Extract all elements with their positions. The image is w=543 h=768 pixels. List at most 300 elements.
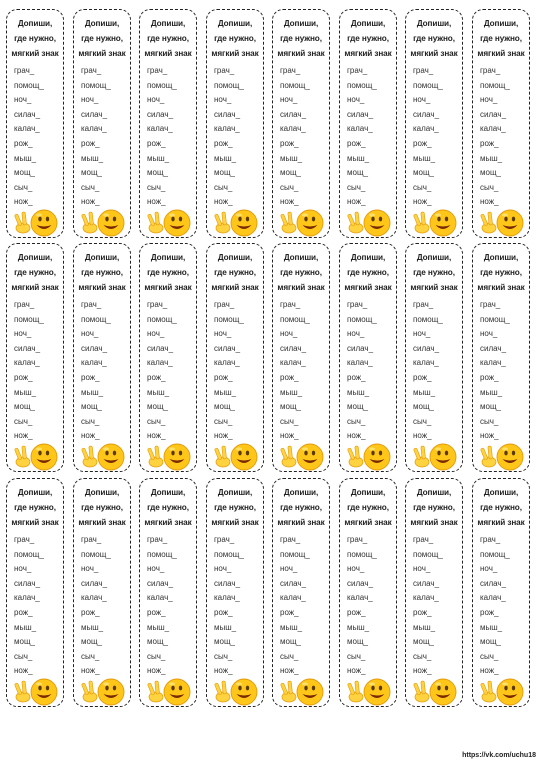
word-item: сыч_: [147, 416, 166, 426]
card-title: [74, 485, 130, 530]
card-title-line: Допиши,: [350, 253, 386, 262]
word-item: сыч_: [214, 416, 233, 426]
word-item: грач_: [347, 535, 368, 544]
word-item: ноч_: [413, 95, 431, 105]
card-title: [273, 485, 329, 530]
bookmark-card: [472, 243, 530, 472]
word-item: помощ_: [280, 80, 310, 90]
card-title: [406, 16, 462, 61]
card-title: [7, 250, 63, 295]
word-item: калач_: [280, 593, 306, 603]
word-item: нож_: [214, 431, 233, 441]
card-title-line: Допиши,: [217, 253, 253, 262]
card-title: [473, 485, 529, 530]
word-list: [81, 298, 111, 444]
word-item: нож_: [347, 666, 366, 676]
word-item: рож_: [214, 372, 233, 382]
word-item: нож_: [480, 197, 499, 207]
card-title-line: мягкий знак: [477, 49, 525, 58]
word-item: ноч_: [347, 329, 365, 339]
word-list: [147, 533, 177, 679]
card-title-line: Допиши,: [283, 488, 319, 497]
smiley-peace-sign-icon: [81, 207, 127, 237]
word-item: калач_: [347, 124, 373, 134]
word-item: рож_: [147, 138, 166, 148]
card-title: [7, 485, 63, 530]
word-item: силач_: [214, 578, 241, 588]
word-item: мыш_: [280, 387, 303, 397]
word-item: калач_: [214, 124, 240, 134]
word-item: ноч_: [280, 95, 298, 105]
card-title: [340, 250, 396, 295]
word-item: калач_: [280, 124, 306, 134]
word-item: мыш_: [280, 622, 303, 632]
word-item: силач_: [280, 578, 307, 588]
word-item: помощ_: [14, 80, 44, 90]
word-list: [147, 64, 177, 210]
word-item: ноч_: [81, 95, 99, 105]
card-title-line: мягкий знак: [11, 49, 59, 58]
card-title-line: где нужно,: [413, 34, 455, 43]
word-list: [347, 64, 377, 210]
word-item: нож_: [480, 431, 499, 441]
smiley-peace-sign-icon: [347, 676, 393, 706]
word-item: калач_: [14, 358, 40, 368]
smiley-peace-sign-icon: [214, 441, 260, 471]
word-item: ноч_: [147, 329, 165, 339]
word-item: ноч_: [413, 564, 431, 574]
bookmark-card: [139, 243, 197, 472]
card-title-line: где нужно,: [214, 503, 256, 512]
card-title: [340, 16, 396, 61]
word-item: ноч_: [413, 329, 431, 339]
word-item: мыш_: [413, 387, 436, 397]
card-title-line: Допиши,: [84, 253, 120, 262]
word-item: нож_: [413, 666, 432, 676]
card-title-line: мягкий знак: [344, 518, 392, 527]
word-item: силач_: [14, 109, 41, 119]
word-item: калач_: [480, 124, 506, 134]
word-item: калач_: [413, 124, 439, 134]
word-item: ноч_: [480, 95, 498, 105]
word-item: грач_: [147, 66, 168, 75]
card-title-line: Допиши,: [416, 253, 452, 262]
word-item: мыш_: [347, 622, 370, 632]
word-item: силач_: [214, 109, 241, 119]
card-title: [140, 485, 196, 530]
smiley-peace-sign-icon: [280, 676, 326, 706]
word-list: [214, 64, 244, 210]
word-item: мощ_: [81, 168, 102, 178]
smiley-peace-sign-icon: [214, 207, 260, 237]
word-item: мыш_: [147, 387, 170, 397]
bookmark-card: [472, 478, 530, 707]
word-list: [81, 533, 111, 679]
word-item: мыш_: [14, 387, 37, 397]
word-item: грач_: [480, 300, 501, 309]
card-title-line: где нужно,: [347, 34, 389, 43]
word-item: мощ_: [214, 637, 235, 647]
word-item: рож_: [147, 607, 166, 617]
word-item: сыч_: [280, 182, 299, 192]
word-item: нож_: [147, 666, 166, 676]
word-item: грач_: [347, 300, 368, 309]
word-item: мощ_: [147, 168, 168, 178]
word-list: [347, 533, 377, 679]
word-item: рож_: [14, 607, 33, 617]
word-item: грач_: [413, 535, 434, 544]
card-title-line: где нужно,: [480, 268, 522, 277]
word-item: рож_: [347, 372, 366, 382]
bookmark-card: [339, 9, 397, 238]
card-title-line: где нужно,: [413, 503, 455, 512]
word-item: нож_: [347, 431, 366, 441]
word-item: сыч_: [214, 182, 233, 192]
word-item: ноч_: [81, 564, 99, 574]
word-item: грач_: [147, 300, 168, 309]
word-item: мыш_: [147, 153, 170, 163]
word-item: мощ_: [214, 402, 235, 412]
word-item: помощ_: [81, 549, 111, 559]
word-item: помощ_: [480, 549, 510, 559]
source-watermark: https://vk.com/uchu18: [462, 752, 536, 759]
word-item: сыч_: [280, 416, 299, 426]
word-item: сыч_: [14, 182, 33, 192]
word-item: силач_: [81, 343, 108, 353]
smiley-peace-sign-icon: [147, 676, 193, 706]
card-title-line: где нужно,: [214, 34, 256, 43]
bookmark-card: [272, 9, 330, 238]
word-item: силач_: [147, 578, 174, 588]
word-list: [14, 533, 44, 679]
card-title-line: мягкий знак: [477, 518, 525, 527]
word-list: [413, 298, 443, 444]
word-list: [480, 533, 510, 679]
word-list: [14, 298, 44, 444]
word-item: рож_: [413, 607, 432, 617]
word-item: помощ_: [14, 549, 44, 559]
smiley-peace-sign-icon: [480, 207, 526, 237]
card-title-line: Допиши,: [483, 253, 519, 262]
word-item: мыш_: [81, 153, 104, 163]
word-list: [280, 64, 310, 210]
word-item: калач_: [81, 124, 107, 134]
word-item: грач_: [480, 66, 501, 75]
word-item: ноч_: [14, 329, 32, 339]
word-item: грач_: [214, 66, 235, 75]
card-title-line: где нужно,: [480, 34, 522, 43]
card-title-line: Допиши,: [84, 19, 120, 28]
word-item: мыш_: [480, 622, 503, 632]
word-item: помощ_: [81, 80, 111, 90]
word-item: грач_: [280, 66, 301, 75]
word-item: рож_: [147, 372, 166, 382]
word-item: рож_: [214, 607, 233, 617]
word-item: рож_: [480, 607, 499, 617]
card-title: [74, 250, 130, 295]
smiley-peace-sign-icon: [347, 207, 393, 237]
word-item: силач_: [280, 343, 307, 353]
word-item: нож_: [280, 666, 299, 676]
word-item: силач_: [413, 578, 440, 588]
word-item: мощ_: [413, 168, 434, 178]
word-item: ноч_: [214, 329, 232, 339]
card-title: [7, 16, 63, 61]
word-item: силач_: [147, 109, 174, 119]
card-title-line: мягкий знак: [211, 283, 259, 292]
card-title-line: где нужно,: [14, 503, 56, 512]
word-item: нож_: [280, 431, 299, 441]
word-item: калач_: [480, 593, 506, 603]
card-title-line: Допиши,: [350, 488, 386, 497]
smiley-peace-sign-icon: [147, 441, 193, 471]
card-title-line: мягкий знак: [78, 518, 126, 527]
word-item: помощ_: [147, 549, 177, 559]
word-item: мощ_: [147, 637, 168, 647]
word-item: ноч_: [14, 564, 32, 574]
word-item: ноч_: [214, 564, 232, 574]
word-item: рож_: [413, 138, 432, 148]
word-list: [413, 533, 443, 679]
card-title-line: Допиши,: [416, 19, 452, 28]
word-item: нож_: [81, 666, 100, 676]
word-item: ноч_: [147, 564, 165, 574]
card-title-line: мягкий знак: [477, 283, 525, 292]
word-item: грач_: [347, 66, 368, 75]
word-list: [280, 533, 310, 679]
word-item: мощ_: [413, 402, 434, 412]
card-title-line: Допиши,: [416, 488, 452, 497]
bookmark-card: [206, 9, 264, 238]
card-title-line: где нужно,: [147, 34, 189, 43]
card-title: [74, 16, 130, 61]
card-title-line: мягкий знак: [344, 49, 392, 58]
bookmark-card: [6, 9, 64, 238]
card-title: [140, 250, 196, 295]
word-item: сыч_: [480, 651, 499, 661]
card-title-line: где нужно,: [480, 503, 522, 512]
word-item: сыч_: [81, 651, 100, 661]
bookmark-card: [472, 9, 530, 238]
word-item: нож_: [14, 197, 33, 207]
card-title-line: где нужно,: [81, 268, 123, 277]
smiley-peace-sign-icon: [14, 207, 60, 237]
card-title-line: мягкий знак: [277, 518, 325, 527]
word-item: мощ_: [480, 402, 501, 412]
word-item: мыш_: [14, 622, 37, 632]
word-item: калач_: [214, 358, 240, 368]
card-title-line: Допиши,: [150, 19, 186, 28]
bookmark-card: [73, 243, 131, 472]
card-title-line: мягкий знак: [144, 283, 192, 292]
word-item: мыш_: [480, 153, 503, 163]
card-title-line: Допиши,: [17, 19, 53, 28]
word-item: рож_: [413, 372, 432, 382]
word-item: нож_: [347, 197, 366, 207]
card-title-line: где нужно,: [347, 268, 389, 277]
word-item: мощ_: [280, 402, 301, 412]
word-item: мощ_: [280, 637, 301, 647]
word-item: мощ_: [214, 168, 235, 178]
card-title-line: где нужно,: [347, 503, 389, 512]
word-item: силач_: [347, 578, 374, 588]
card-title: [140, 16, 196, 61]
smiley-peace-sign-icon: [81, 676, 127, 706]
bookmark-card: [339, 478, 397, 707]
word-item: помощ_: [480, 80, 510, 90]
word-list: [214, 533, 244, 679]
bookmark-card: [6, 243, 64, 472]
card-title-line: мягкий знак: [277, 283, 325, 292]
word-item: ноч_: [347, 95, 365, 105]
bookmark-card: [339, 243, 397, 472]
card-title-line: Допиши,: [17, 488, 53, 497]
word-item: мыш_: [413, 622, 436, 632]
word-item: силач_: [214, 343, 241, 353]
word-item: сыч_: [81, 416, 100, 426]
word-item: калач_: [413, 593, 439, 603]
card-title-line: Допиши,: [17, 253, 53, 262]
word-item: рож_: [480, 372, 499, 382]
word-item: ноч_: [347, 564, 365, 574]
card-title-line: мягкий знак: [410, 283, 458, 292]
word-item: помощ_: [413, 314, 443, 324]
word-item: калач_: [480, 358, 506, 368]
word-item: грач_: [413, 300, 434, 309]
word-item: нож_: [214, 666, 233, 676]
word-item: рож_: [14, 372, 33, 382]
smiley-peace-sign-icon: [14, 676, 60, 706]
word-list: [214, 298, 244, 444]
word-item: силач_: [81, 109, 108, 119]
word-item: мощ_: [280, 168, 301, 178]
word-item: мощ_: [480, 168, 501, 178]
word-item: силач_: [480, 343, 507, 353]
card-title-line: Допиши,: [150, 253, 186, 262]
bookmark-card: [272, 478, 330, 707]
word-item: нож_: [14, 666, 33, 676]
word-item: грач_: [81, 535, 102, 544]
word-item: помощ_: [14, 314, 44, 324]
bookmark-card: [73, 478, 131, 707]
word-item: помощ_: [147, 314, 177, 324]
card-title-line: мягкий знак: [144, 518, 192, 527]
word-item: рож_: [480, 138, 499, 148]
word-item: грач_: [81, 300, 102, 309]
smiley-peace-sign-icon: [413, 207, 459, 237]
word-item: помощ_: [147, 80, 177, 90]
word-item: сыч_: [280, 651, 299, 661]
word-item: грач_: [280, 300, 301, 309]
word-item: мощ_: [347, 402, 368, 412]
card-title: [207, 250, 263, 295]
word-item: силач_: [413, 109, 440, 119]
word-list: [413, 64, 443, 210]
word-item: силач_: [480, 578, 507, 588]
word-item: мощ_: [14, 168, 35, 178]
word-item: грач_: [14, 300, 35, 309]
word-item: мыш_: [280, 153, 303, 163]
word-item: грач_: [480, 535, 501, 544]
smiley-peace-sign-icon: [480, 441, 526, 471]
card-title-line: где нужно,: [147, 503, 189, 512]
word-item: сыч_: [214, 651, 233, 661]
word-item: рож_: [14, 138, 33, 148]
card-title-line: где нужно,: [14, 34, 56, 43]
bookmark-card: [405, 243, 463, 472]
word-item: мыш_: [214, 153, 237, 163]
word-item: калач_: [413, 358, 439, 368]
card-title-line: Допиши,: [150, 488, 186, 497]
word-item: нож_: [280, 197, 299, 207]
word-item: грач_: [81, 66, 102, 75]
word-item: мыш_: [81, 387, 104, 397]
word-item: рож_: [347, 138, 366, 148]
word-item: нож_: [81, 431, 100, 441]
smiley-peace-sign-icon: [413, 676, 459, 706]
word-item: калач_: [347, 358, 373, 368]
word-item: мыш_: [14, 153, 37, 163]
word-item: мощ_: [480, 637, 501, 647]
word-item: ноч_: [81, 329, 99, 339]
word-item: помощ_: [347, 80, 377, 90]
word-item: грач_: [214, 300, 235, 309]
word-item: помощ_: [280, 314, 310, 324]
word-item: нож_: [413, 431, 432, 441]
card-title-line: где нужно,: [81, 34, 123, 43]
word-item: мыш_: [347, 153, 370, 163]
word-item: грач_: [147, 535, 168, 544]
card-title-line: мягкий знак: [78, 49, 126, 58]
bookmark-card: [405, 478, 463, 707]
smiley-peace-sign-icon: [480, 676, 526, 706]
card-title-line: мягкий знак: [78, 283, 126, 292]
smiley-peace-sign-icon: [413, 441, 459, 471]
word-item: калач_: [14, 593, 40, 603]
word-item: нож_: [147, 431, 166, 441]
word-item: нож_: [214, 197, 233, 207]
word-item: сыч_: [480, 416, 499, 426]
card-title: [406, 250, 462, 295]
word-item: ноч_: [214, 95, 232, 105]
word-list: [81, 64, 111, 210]
word-item: калач_: [81, 593, 107, 603]
word-item: рож_: [347, 607, 366, 617]
bookmark-card: [139, 478, 197, 707]
bookmark-card: [206, 243, 264, 472]
word-item: рож_: [214, 138, 233, 148]
card-title-line: где нужно,: [280, 34, 322, 43]
word-item: помощ_: [413, 80, 443, 90]
card-title-line: где нужно,: [147, 268, 189, 277]
word-item: мощ_: [14, 637, 35, 647]
word-item: рож_: [280, 607, 299, 617]
card-title-line: где нужно,: [14, 268, 56, 277]
word-item: силач_: [280, 109, 307, 119]
card-title-line: где нужно,: [280, 268, 322, 277]
word-item: грач_: [14, 66, 35, 75]
word-item: сыч_: [147, 182, 166, 192]
word-list: [347, 298, 377, 444]
bookmark-card: [405, 9, 463, 238]
word-item: мощ_: [347, 168, 368, 178]
word-list: [147, 298, 177, 444]
word-item: силач_: [413, 343, 440, 353]
card-title: [406, 485, 462, 530]
word-item: мыш_: [480, 387, 503, 397]
word-item: помощ_: [214, 314, 244, 324]
card-title-line: Допиши,: [350, 19, 386, 28]
